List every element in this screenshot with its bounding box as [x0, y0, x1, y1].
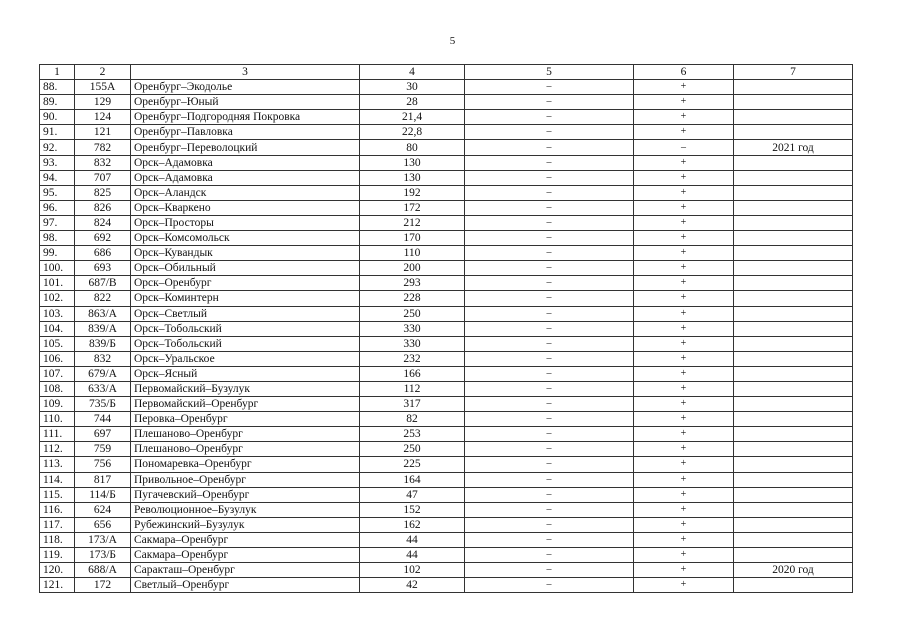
- col7-cell: [734, 291, 853, 306]
- route-name-cell: Пономаревка–Оренбург: [131, 457, 360, 472]
- row-number-cell: 115.: [40, 487, 75, 502]
- length-cell: 102: [360, 563, 465, 578]
- length-cell: 130: [360, 155, 465, 170]
- route-name-cell: Пугачевский–Оренбург: [131, 487, 360, 502]
- row-number-cell: 99.: [40, 246, 75, 261]
- col7-cell: [734, 366, 853, 381]
- length-cell: 317: [360, 397, 465, 412]
- row-number-cell: 105.: [40, 336, 75, 351]
- route-name-cell: Плешаново–Оренбург: [131, 427, 360, 442]
- route-name-cell: Оренбург–Павловка: [131, 125, 360, 140]
- route-name-cell: Рубежинский–Бузулук: [131, 517, 360, 532]
- col5-cell: –: [465, 185, 634, 200]
- col7-cell: [734, 442, 853, 457]
- col5-cell: –: [465, 261, 634, 276]
- table-row: [40, 261, 853, 276]
- route-name-cell: Орск–Уральское: [131, 351, 360, 366]
- length-cell: 112: [360, 381, 465, 396]
- length-cell: 250: [360, 306, 465, 321]
- col7-cell: [734, 548, 853, 563]
- col7-cell: [734, 412, 853, 427]
- length-cell: 200: [360, 261, 465, 276]
- col7-cell: [734, 155, 853, 170]
- row-number-cell: 96.: [40, 200, 75, 215]
- route-name-cell: Орск–Адамовка: [131, 170, 360, 185]
- column-header: 2: [75, 65, 131, 80]
- col6-cell: +: [634, 397, 734, 412]
- route-number-cell: 687/В: [75, 276, 131, 291]
- route-name-cell: Орск–Коминтерн: [131, 291, 360, 306]
- row-number-cell: 104.: [40, 321, 75, 336]
- route-number-cell: 129: [75, 95, 131, 110]
- col5-cell: –: [465, 472, 634, 487]
- row-number-cell: 108.: [40, 381, 75, 396]
- col5-cell: –: [465, 231, 634, 246]
- route-name-cell: Перовка–Оренбург: [131, 412, 360, 427]
- route-name-cell: Первомайский–Оренбург: [131, 397, 360, 412]
- col6-cell: +: [634, 261, 734, 276]
- route-name-cell: Орск–Светлый: [131, 306, 360, 321]
- route-number-cell: 679/А: [75, 366, 131, 381]
- route-name-cell: Сакмара–Оренбург: [131, 548, 360, 563]
- route-number-cell: 744: [75, 412, 131, 427]
- column-header: 7: [734, 65, 853, 80]
- col7-cell: [734, 125, 853, 140]
- length-cell: 192: [360, 185, 465, 200]
- col6-cell: +: [634, 517, 734, 532]
- row-number-cell: 107.: [40, 366, 75, 381]
- table-row: [40, 336, 853, 351]
- col7-cell: [734, 306, 853, 321]
- route-number-cell: 817: [75, 472, 131, 487]
- col6-cell: +: [634, 351, 734, 366]
- table-row: [40, 517, 853, 532]
- col6-cell: +: [634, 548, 734, 563]
- table-row: [40, 291, 853, 306]
- col6-cell: +: [634, 412, 734, 427]
- length-cell: 44: [360, 548, 465, 563]
- row-number-cell: 112.: [40, 442, 75, 457]
- col7-cell: 2020 год: [734, 563, 853, 578]
- col6-cell: +: [634, 185, 734, 200]
- length-cell: 47: [360, 487, 465, 502]
- col6-cell: +: [634, 215, 734, 230]
- row-number-cell: 92.: [40, 140, 75, 155]
- col6-cell: +: [634, 457, 734, 472]
- route-number-cell: 756: [75, 457, 131, 472]
- table-header-row: [40, 65, 853, 80]
- length-cell: 164: [360, 472, 465, 487]
- col5-cell: –: [465, 321, 634, 336]
- col6-cell: +: [634, 155, 734, 170]
- route-name-cell: Сакмара–Оренбург: [131, 532, 360, 547]
- table-row: [40, 170, 853, 185]
- col7-cell: [734, 321, 853, 336]
- col7-cell: [734, 95, 853, 110]
- route-number-cell: 759: [75, 442, 131, 457]
- col6-cell: +: [634, 442, 734, 457]
- row-number-cell: 89.: [40, 95, 75, 110]
- col5-cell: –: [465, 578, 634, 593]
- route-name-cell: Революционное–Бузулук: [131, 502, 360, 517]
- col5-cell: –: [465, 381, 634, 396]
- row-number-cell: 114.: [40, 472, 75, 487]
- table-row: [40, 381, 853, 396]
- col5-cell: –: [465, 291, 634, 306]
- col6-cell: –: [634, 140, 734, 155]
- col6-cell: +: [634, 80, 734, 95]
- table-row: [40, 578, 853, 593]
- table-row: [40, 532, 853, 547]
- route-number-cell: 832: [75, 155, 131, 170]
- col7-cell: 2021 год: [734, 140, 853, 155]
- table-row: [40, 397, 853, 412]
- col5-cell: –: [465, 548, 634, 563]
- route-number-cell: 172: [75, 578, 131, 593]
- col7-cell: [734, 170, 853, 185]
- length-cell: 28: [360, 95, 465, 110]
- row-number-cell: 118.: [40, 532, 75, 547]
- col5-cell: –: [465, 140, 634, 155]
- table-row: [40, 140, 853, 155]
- route-number-cell: 686: [75, 246, 131, 261]
- table-row: [40, 95, 853, 110]
- route-number-cell: 839/Б: [75, 336, 131, 351]
- length-cell: 172: [360, 200, 465, 215]
- col6-cell: +: [634, 472, 734, 487]
- col7-cell: [734, 231, 853, 246]
- col7-cell: [734, 517, 853, 532]
- route-number-cell: 822: [75, 291, 131, 306]
- length-cell: 22,8: [360, 125, 465, 140]
- col5-cell: –: [465, 427, 634, 442]
- table-row: [40, 231, 853, 246]
- row-number-cell: 119.: [40, 548, 75, 563]
- route-number-cell: 656: [75, 517, 131, 532]
- length-cell: 152: [360, 502, 465, 517]
- route-name-cell: Орск–Тобольский: [131, 321, 360, 336]
- column-header: 6: [634, 65, 734, 80]
- row-number-cell: 94.: [40, 170, 75, 185]
- col5-cell: –: [465, 200, 634, 215]
- col5-cell: –: [465, 351, 634, 366]
- col6-cell: +: [634, 502, 734, 517]
- route-number-cell: 825: [75, 185, 131, 200]
- route-name-cell: Орск–Тобольский: [131, 336, 360, 351]
- col5-cell: –: [465, 442, 634, 457]
- route-number-cell: 824: [75, 215, 131, 230]
- length-cell: 21,4: [360, 110, 465, 125]
- col6-cell: +: [634, 381, 734, 396]
- col5-cell: –: [465, 246, 634, 261]
- route-number-cell: 832: [75, 351, 131, 366]
- route-number-cell: 697: [75, 427, 131, 442]
- length-cell: 82: [360, 412, 465, 427]
- route-name-cell: Орск–Кувандык: [131, 246, 360, 261]
- col5-cell: –: [465, 306, 634, 321]
- col6-cell: +: [634, 231, 734, 246]
- column-header: 5: [465, 65, 634, 80]
- length-cell: 330: [360, 336, 465, 351]
- col7-cell: [734, 110, 853, 125]
- row-number-cell: 100.: [40, 261, 75, 276]
- length-cell: 130: [360, 170, 465, 185]
- col5-cell: –: [465, 80, 634, 95]
- col5-cell: –: [465, 155, 634, 170]
- route-name-cell: Орск–Аландск: [131, 185, 360, 200]
- route-number-cell: 114/Б: [75, 487, 131, 502]
- route-number-cell: 692: [75, 231, 131, 246]
- table-row: [40, 427, 853, 442]
- table-row: [40, 366, 853, 381]
- route-name-cell: Оренбург–Переволоцкий: [131, 140, 360, 155]
- route-name-cell: Орск–Адамовка: [131, 155, 360, 170]
- col5-cell: –: [465, 95, 634, 110]
- col6-cell: +: [634, 563, 734, 578]
- col7-cell: [734, 276, 853, 291]
- col6-cell: +: [634, 200, 734, 215]
- table-row: [40, 412, 853, 427]
- row-number-cell: 109.: [40, 397, 75, 412]
- col7-cell: [734, 578, 853, 593]
- route-number-cell: 782: [75, 140, 131, 155]
- table-row: [40, 125, 853, 140]
- col7-cell: [734, 185, 853, 200]
- col5-cell: –: [465, 215, 634, 230]
- row-number-cell: 90.: [40, 110, 75, 125]
- col5-cell: –: [465, 517, 634, 532]
- col7-cell: [734, 487, 853, 502]
- length-cell: 253: [360, 427, 465, 442]
- length-cell: 232: [360, 351, 465, 366]
- route-name-cell: Орск–Кваркено: [131, 200, 360, 215]
- col7-cell: [734, 502, 853, 517]
- col6-cell: +: [634, 276, 734, 291]
- col5-cell: –: [465, 457, 634, 472]
- table-row: [40, 502, 853, 517]
- col6-cell: +: [634, 578, 734, 593]
- col7-cell: [734, 397, 853, 412]
- length-cell: 42: [360, 578, 465, 593]
- col7-cell: [734, 381, 853, 396]
- table-row: [40, 246, 853, 261]
- route-number-cell: 624: [75, 502, 131, 517]
- length-cell: 330: [360, 321, 465, 336]
- table-row: [40, 215, 853, 230]
- table-row: [40, 442, 853, 457]
- route-name-cell: Оренбург–Экодолье: [131, 80, 360, 95]
- row-number-cell: 88.: [40, 80, 75, 95]
- route-name-cell: Орск–Оренбург: [131, 276, 360, 291]
- route-number-cell: 839/А: [75, 321, 131, 336]
- row-number-cell: 101.: [40, 276, 75, 291]
- col7-cell: [734, 215, 853, 230]
- table-row: [40, 185, 853, 200]
- length-cell: 44: [360, 532, 465, 547]
- col7-cell: [734, 261, 853, 276]
- length-cell: 162: [360, 517, 465, 532]
- col5-cell: –: [465, 563, 634, 578]
- col5-cell: –: [465, 502, 634, 517]
- col7-cell: [734, 427, 853, 442]
- row-number-cell: 103.: [40, 306, 75, 321]
- route-name-cell: Плешаново–Оренбург: [131, 442, 360, 457]
- length-cell: 166: [360, 366, 465, 381]
- col6-cell: +: [634, 366, 734, 381]
- col6-cell: +: [634, 427, 734, 442]
- table-row: [40, 276, 853, 291]
- route-number-cell: 124: [75, 110, 131, 125]
- row-number-cell: 121.: [40, 578, 75, 593]
- route-number-cell: 173/А: [75, 532, 131, 547]
- col6-cell: +: [634, 306, 734, 321]
- route-name-cell: Орск–Комсомольск: [131, 231, 360, 246]
- route-number-cell: 121: [75, 125, 131, 140]
- table-row: [40, 472, 853, 487]
- col5-cell: –: [465, 125, 634, 140]
- column-header: 1: [40, 65, 75, 80]
- col6-cell: +: [634, 321, 734, 336]
- col7-cell: [734, 532, 853, 547]
- column-header: 4: [360, 65, 465, 80]
- col5-cell: –: [465, 532, 634, 547]
- col5-cell: –: [465, 110, 634, 125]
- col6-cell: +: [634, 110, 734, 125]
- length-cell: 212: [360, 215, 465, 230]
- row-number-cell: 111.: [40, 427, 75, 442]
- route-number-cell: 863/А: [75, 306, 131, 321]
- col6-cell: +: [634, 487, 734, 502]
- col5-cell: –: [465, 276, 634, 291]
- table-row: [40, 457, 853, 472]
- length-cell: 110: [360, 246, 465, 261]
- col5-cell: –: [465, 366, 634, 381]
- length-cell: 80: [360, 140, 465, 155]
- route-number-cell: 155А: [75, 80, 131, 95]
- table-row: [40, 563, 853, 578]
- route-name-cell: Орск–Просторы: [131, 215, 360, 230]
- length-cell: 250: [360, 442, 465, 457]
- route-number-cell: 826: [75, 200, 131, 215]
- row-number-cell: 93.: [40, 155, 75, 170]
- row-number-cell: 102.: [40, 291, 75, 306]
- route-number-cell: 735/Б: [75, 397, 131, 412]
- row-number-cell: 98.: [40, 231, 75, 246]
- route-name-cell: Оренбург–Юный: [131, 95, 360, 110]
- row-number-cell: 110.: [40, 412, 75, 427]
- row-number-cell: 120.: [40, 563, 75, 578]
- table-row: [40, 80, 853, 95]
- row-number-cell: 117.: [40, 517, 75, 532]
- col6-cell: +: [634, 291, 734, 306]
- col6-cell: +: [634, 125, 734, 140]
- col7-cell: [734, 457, 853, 472]
- column-header: 3: [131, 65, 360, 80]
- length-cell: 30: [360, 80, 465, 95]
- route-number-cell: 693: [75, 261, 131, 276]
- row-number-cell: 97.: [40, 215, 75, 230]
- col6-cell: +: [634, 336, 734, 351]
- page-number: 5: [449, 35, 456, 47]
- route-number-cell: 688/А: [75, 563, 131, 578]
- col6-cell: +: [634, 170, 734, 185]
- col5-cell: –: [465, 397, 634, 412]
- route-name-cell: Оренбург–Подгородняя Покровка: [131, 110, 360, 125]
- col7-cell: [734, 246, 853, 261]
- route-number-cell: 173/Б: [75, 548, 131, 563]
- col6-cell: +: [634, 532, 734, 547]
- routes-table: [39, 64, 853, 593]
- row-number-cell: 95.: [40, 185, 75, 200]
- col7-cell: [734, 80, 853, 95]
- col7-cell: [734, 472, 853, 487]
- table-row: [40, 155, 853, 170]
- route-number-cell: 707: [75, 170, 131, 185]
- route-number-cell: 633/А: [75, 381, 131, 396]
- route-name-cell: Орск–Ясный: [131, 366, 360, 381]
- table-row: [40, 306, 853, 321]
- row-number-cell: 116.: [40, 502, 75, 517]
- route-name-cell: Первомайский–Бузулук: [131, 381, 360, 396]
- table-row: [40, 200, 853, 215]
- col5-cell: –: [465, 336, 634, 351]
- row-number-cell: 91.: [40, 125, 75, 140]
- length-cell: 225: [360, 457, 465, 472]
- length-cell: 228: [360, 291, 465, 306]
- row-number-cell: 106.: [40, 351, 75, 366]
- table-row: [40, 487, 853, 502]
- row-number-cell: 113.: [40, 457, 75, 472]
- col5-cell: –: [465, 487, 634, 502]
- route-name-cell: Орск–Обильный: [131, 261, 360, 276]
- col7-cell: [734, 200, 853, 215]
- col7-cell: [734, 351, 853, 366]
- col5-cell: –: [465, 412, 634, 427]
- length-cell: 293: [360, 276, 465, 291]
- route-name-cell: Светлый–Оренбург: [131, 578, 360, 593]
- table-row: [40, 351, 853, 366]
- table-row: [40, 548, 853, 563]
- col6-cell: +: [634, 95, 734, 110]
- route-name-cell: Привольное–Оренбург: [131, 472, 360, 487]
- route-name-cell: Саракташ–Оренбург: [131, 563, 360, 578]
- table-row: [40, 321, 853, 336]
- col6-cell: +: [634, 246, 734, 261]
- col7-cell: [734, 336, 853, 351]
- table-row: [40, 110, 853, 125]
- length-cell: 170: [360, 231, 465, 246]
- col5-cell: –: [465, 170, 634, 185]
